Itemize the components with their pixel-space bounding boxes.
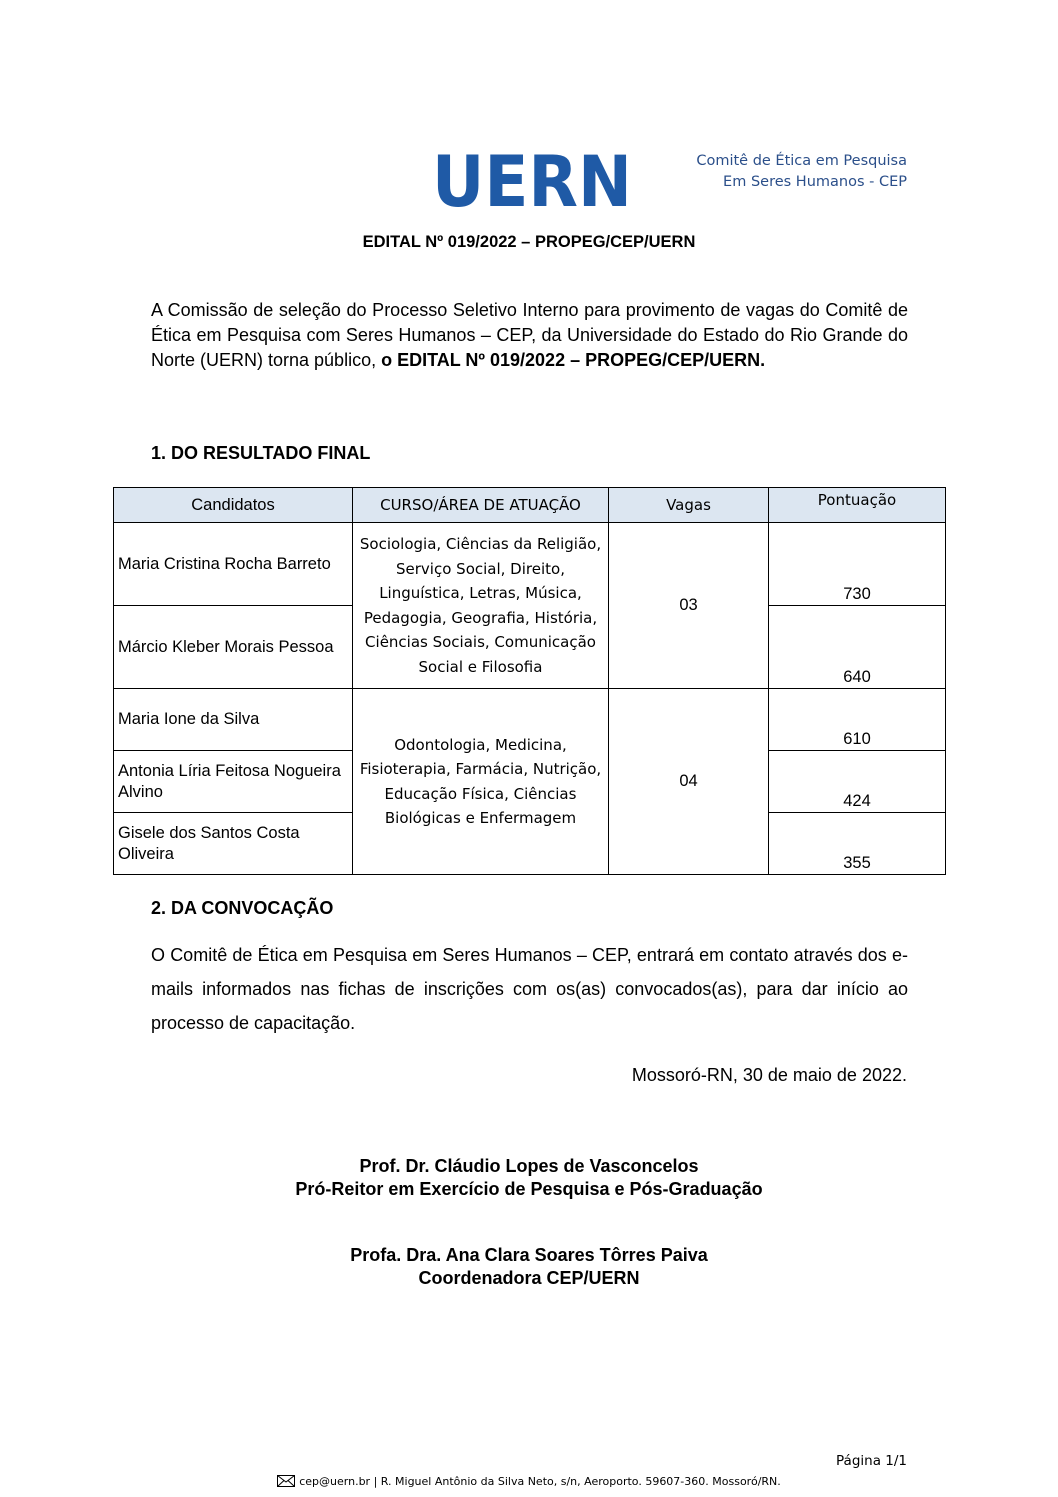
- header-curso: CURSO/ÁREA DE ATUAÇÃO: [353, 488, 609, 523]
- footer: [0, 1475, 1058, 1488]
- section-title-resultado: 1. DO RESULTADO FINAL: [151, 443, 371, 463]
- envelope-icon: [277, 1475, 295, 1487]
- intro-text: A Comissão de seleção do Processo Seletivo Interno para provimento de vagas do Comitê de Ética em Pesquisa com Seres Humanos – CEP, da Universidade do Estado do Rio Grande do Norte (UERN) torna público,: [151, 300, 908, 370]
- table-row: [114, 689, 946, 751]
- score-cell: 355: [769, 813, 946, 875]
- committee-line-2: Em Seres Humanos - CEP: [723, 174, 907, 190]
- table-row: [114, 523, 946, 606]
- signature-block: [0, 1244, 1058, 1290]
- candidate-name: Antonia Líria Feitosa Nogueira Alvino: [114, 751, 353, 813]
- section-title-convocacao: 2. DA CONVOCAÇÃO: [151, 898, 334, 918]
- convocacao-paragraph: O Comitê de Ética em Pesquisa em Seres Humanos – CEP, entrará em contato através dos e-mails informados nas fichas de inscrições com os(as) convocados(as), para dar início ao processo de capacitação.: [151, 945, 908, 1033]
- header-pontuacao: Pontuação: [769, 488, 946, 523]
- header-vagas: Vagas: [609, 488, 769, 523]
- committee-header: [696, 151, 907, 193]
- area-cell: Odontologia, Medicina, Fisioterapia, Farmácia, Nutrição, Educação Física, Ciências Biológicas e Enfermagem: [353, 689, 609, 875]
- signatory-role: Coordenadora CEP/UERN: [418, 1268, 640, 1288]
- page-number: Página 1/1: [836, 1453, 907, 1469]
- uern-logo: [430, 150, 634, 208]
- intro-bold: o EDITAL Nº 019/2022 – PROPEG/CEP/UERN.: [381, 350, 766, 370]
- vagas-cell: 04: [609, 689, 769, 875]
- footer-text: cep@uern.br | R. Miguel Antônio da Silva Neto, s/n, Aeroporto. 59607-360. Mossoró/RN.: [299, 1475, 781, 1488]
- header-candidatos: Candidatos: [114, 488, 353, 523]
- signatory-name: Prof. Dr. Cláudio Lopes de Vasconcelos: [359, 1156, 699, 1176]
- results-table: [113, 487, 946, 875]
- intro-paragraph: [151, 298, 908, 373]
- date-line: Mossoró-RN, 30 de maio de 2022.: [631, 1065, 907, 1085]
- document-title: EDITAL Nº 019/2022 – PROPEG/CEP/UERN: [362, 233, 696, 251]
- vagas-cell: 03: [609, 523, 769, 689]
- logo-text: UERN: [432, 150, 632, 208]
- score-cell: 640: [769, 606, 946, 689]
- candidate-name: Gisele dos Santos Costa Oliveira: [114, 813, 353, 875]
- committee-line-1: Comitê de Ética em Pesquisa: [696, 153, 907, 169]
- signatory-role: Pró-Reitor em Exercício de Pesquisa e Pós-Graduação: [295, 1179, 763, 1199]
- score-cell: 610: [769, 689, 946, 751]
- candidate-name: Maria Cristina Rocha Barreto: [114, 523, 353, 606]
- signatory-name: Profa. Dra. Ana Clara Soares Tôrres Paiva: [350, 1245, 708, 1265]
- score-cell: 424: [769, 751, 946, 813]
- score-cell: 730: [769, 523, 946, 606]
- signature-block: [0, 1155, 1058, 1201]
- table-header-row: [114, 488, 946, 523]
- area-cell: Sociologia, Ciências da Religião, Serviço Social, Direito, Linguística, Letras, Música, Pedagogia, Geografia, História, Ciências Sociais, Comunicação Social e Filosofia: [353, 523, 609, 689]
- candidate-name: Maria Ione da Silva: [114, 689, 353, 751]
- candidate-name: Márcio Kleber Morais Pessoa: [114, 606, 353, 689]
